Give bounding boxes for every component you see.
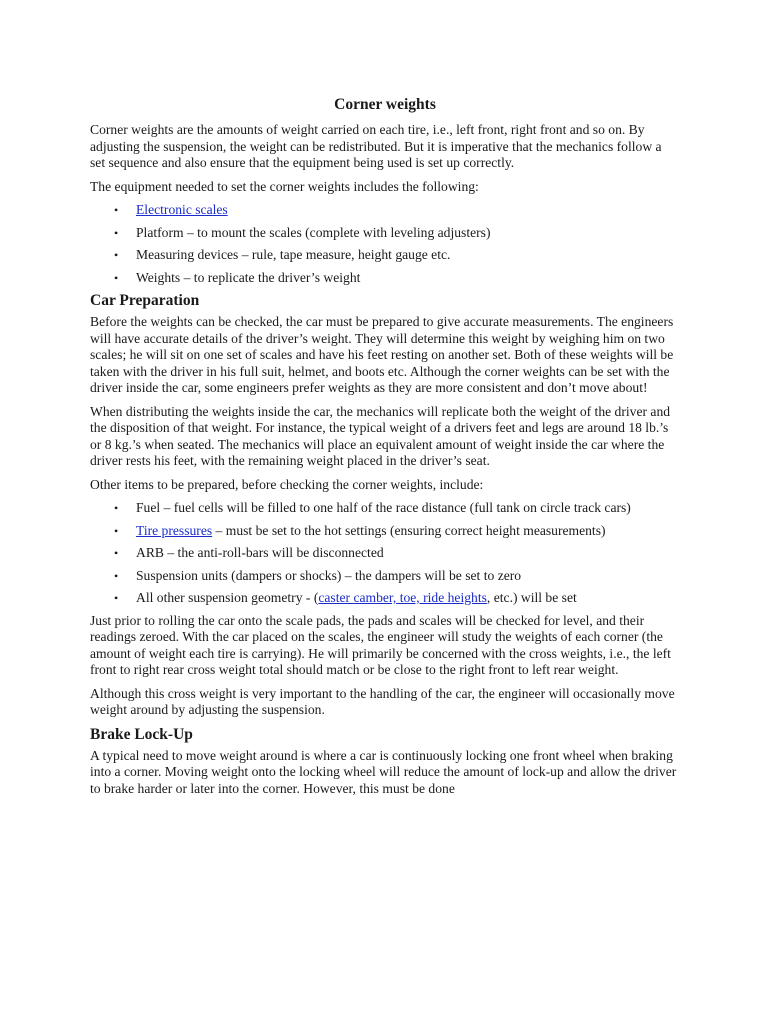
list-item [90, 225, 680, 242]
equipment-intro: The equipment needed to set the corner weights includes the following: [90, 178, 479, 194]
bullet-icon: • [114, 568, 119, 583]
list-item [90, 545, 680, 562]
equipment-list [90, 202, 680, 286]
list-item-text: Platform – to mount the scales (complete with leveling adjusters) [136, 224, 491, 240]
bullet-icon: • [114, 501, 119, 515]
car-prep-paragraph-2: When distributing the weights inside the car, the mechanics will replicate both the weight of the driver and the disposition of that weight. For instance, the typical weight of a drivers feet and legs are around 18 lb.’s or 8 kg.’s when seated. The mechanics will place an equivalent amount of weight inside the car where the driver rests his feet, with the remaining weight placed in the driver’s seat. [90, 403, 671, 468]
list-item-text: – must be set to the hot settings (ensuring correct height measurements) [212, 522, 606, 538]
page-title: Corner weights [334, 96, 436, 113]
car-prep-paragraph-4: Just prior to rolling the car onto the scale pads, the pads and scales will be checked for level, and their readings zeroed. With the car placed on the scales, the engineer will study the weights of each corner (the amount of weight each tire is carrying). He will primarily be concerned with the cross weights, i.e., the left front to right rear cross weight total should match or be close to the right front to left rear weight. [90, 612, 671, 677]
list-item [90, 202, 680, 219]
bullet-icon: • [114, 248, 119, 262]
list-item-text: Weights – to replicate the driver’s weight [136, 269, 361, 285]
list-item-text: , etc.) will be set [486, 590, 577, 605]
bullet-icon: • [114, 591, 119, 605]
list-item [90, 523, 680, 540]
list-item [90, 500, 680, 517]
list-item-text: Measuring devices – rule, tape measure, height gauge etc. [136, 247, 451, 262]
list-item [90, 247, 680, 264]
brake-paragraph-1: A typical need to move weight around is where a car is continuously locking one front wheel when braking into a corner. Moving weight onto the locking wheel will reduce the amount of lock-up and allow the driver to brake harder or later into the corner. However, this must be done [90, 747, 677, 796]
bullet-icon: • [114, 203, 119, 217]
bullet-icon: • [114, 270, 119, 285]
list-item-text: All other suspension geometry - ( [136, 590, 319, 605]
bullet-icon: • [114, 523, 119, 538]
intro-paragraph: Corner weights are the amounts of weight carried on each tire, i.e., left front, right front and so on. By adjusting the suspension, the weight can be redistributed. But it is imperative that the mechanics follow a set sequence and also ensure that the equipment being used is set up correctly. [90, 122, 662, 170]
tire-pressures-link[interactable]: Tire pressures [136, 522, 213, 538]
document-page [90, 96, 680, 804]
list-item-text: Fuel – fuel cells will be filled to one half of the race distance (full tank on circle track cars) [136, 500, 631, 515]
list-item-text: ARB – the anti-roll-bars will be disconnected [136, 545, 384, 560]
suspension-geometry-link[interactable]: caster camber, toe, ride heights [318, 590, 487, 605]
brake-lock-up-heading: Brake Lock-Up [90, 725, 193, 743]
car-prep-paragraph-5: Although this cross weight is very important to the handling of the car, the engineer will occasionally move weight around by adjusting the suspension. [90, 685, 675, 717]
list-item [90, 590, 680, 607]
car-preparation-heading: Car Preparation [90, 292, 200, 309]
car-prep-paragraph-3: Other items to be prepared, before checking the corner weights, include: [90, 476, 484, 492]
electronic-scales-link[interactable]: Electronic scales [136, 202, 228, 217]
list-item-text: Suspension units (dampers or shocks) – the dampers will be set to zero [136, 567, 522, 583]
preparation-list [90, 500, 680, 607]
bullet-icon: • [114, 546, 119, 560]
car-prep-paragraph-1: Before the weights can be checked, the car must be prepared to give accurate measurements. The engineers will have accurate details of the driver’s weight. They will determine this weight by weighing him on two scales; he will sit on one set of scales and have his feet resting on another set. Both of these weights will be taken with the driver in his full suit, helmet, and boots etc. Although the corner weights can be set with the driver inside the car, some engineers prefer weights as they are more consistent and don’t move about! [90, 314, 674, 395]
list-item [90, 270, 680, 287]
bullet-icon: • [114, 225, 119, 240]
list-item [90, 568, 680, 585]
